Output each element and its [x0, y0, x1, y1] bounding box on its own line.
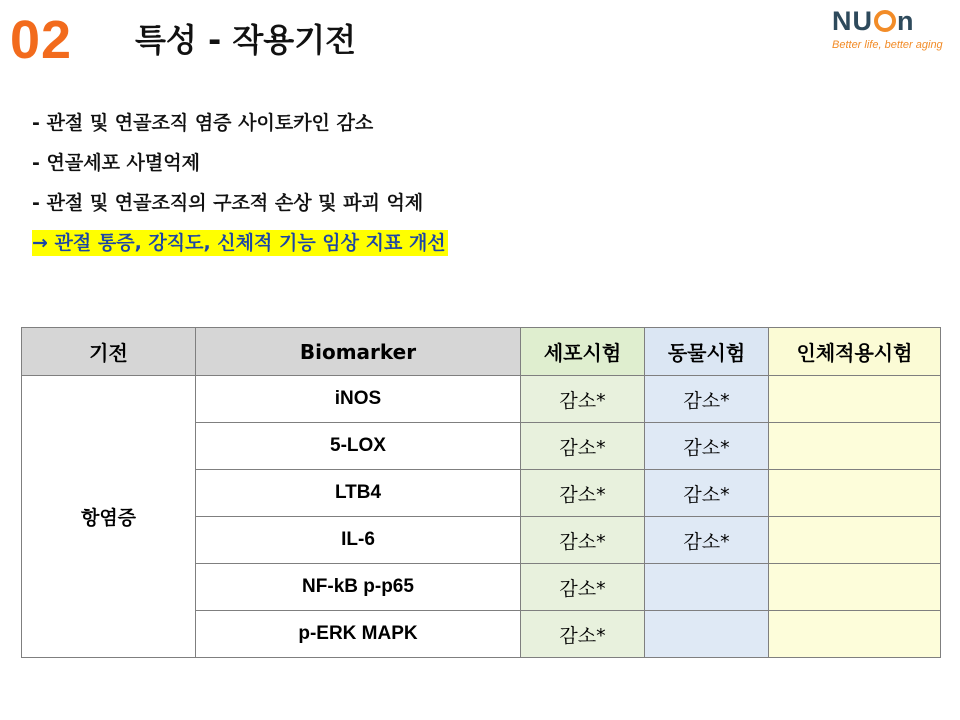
human-test-result	[769, 564, 941, 611]
biomarker-cell: 5-LOX	[196, 423, 521, 470]
header-mechanism: 기전	[22, 328, 196, 376]
biomarker-cell: NF-kB p-p65	[196, 564, 521, 611]
highlighted-conclusion: → 관절 통증, 강직도, 신체적 기능 임상 지표 개선	[32, 232, 446, 254]
logo-wordmark	[832, 6, 954, 36]
header-biomarker: Biomarker	[196, 328, 521, 376]
biomarker-cell: LTB4	[196, 470, 521, 517]
human-test-result	[769, 611, 941, 658]
human-test-result	[769, 517, 941, 564]
biomarker-cell: p-ERK MAPK	[196, 611, 521, 658]
biomarker-cell: iNOS	[196, 376, 521, 423]
animal-test-result	[645, 611, 769, 658]
bullet-item: - 관절 및 연골조직의 구조적 손상 및 파괴 억제	[32, 192, 424, 214]
animal-test-result: 감소*	[645, 376, 769, 423]
cell-test-result: 감소*	[521, 517, 645, 564]
human-test-result	[769, 470, 941, 517]
animal-test-result	[645, 564, 769, 611]
header-human-test: 인체적용시험	[769, 328, 941, 376]
slide-title: 특성 - 작용기전	[135, 21, 357, 59]
cell-test-result: 감소*	[521, 470, 645, 517]
nuon-logo	[832, 6, 954, 56]
animal-test-result: 감소*	[645, 423, 769, 470]
cell-test-result: 감소*	[521, 611, 645, 658]
table-header-row	[22, 328, 941, 376]
slide-number: 02	[10, 10, 73, 70]
cell-test-result: 감소*	[521, 376, 645, 423]
table-row	[22, 376, 941, 423]
feature-bullet-list	[32, 110, 448, 270]
mechanism-cell: 항염증	[22, 376, 196, 658]
cell-test-result: 감소*	[521, 564, 645, 611]
animal-test-result: 감소*	[645, 517, 769, 564]
human-test-result	[769, 376, 941, 423]
header-animal-test: 동물시험	[645, 328, 769, 376]
header-cell-test: 세포시험	[521, 328, 645, 376]
bullet-item: - 연골세포 사멸억제	[32, 152, 200, 174]
logo-tagline: Better life, better aging	[832, 39, 943, 51]
animal-test-result: 감소*	[645, 470, 769, 517]
cell-test-result: 감소*	[521, 423, 645, 470]
logo-letters-left: NU	[832, 6, 873, 36]
biomarker-cell: IL-6	[196, 517, 521, 564]
human-test-result	[769, 423, 941, 470]
bullet-item: - 관절 및 연골조직 염증 사이토카인 감소	[32, 112, 374, 134]
mechanism-table	[21, 327, 941, 658]
logo-letters-right: n	[897, 6, 915, 36]
logo-o-ring-icon	[874, 10, 896, 32]
